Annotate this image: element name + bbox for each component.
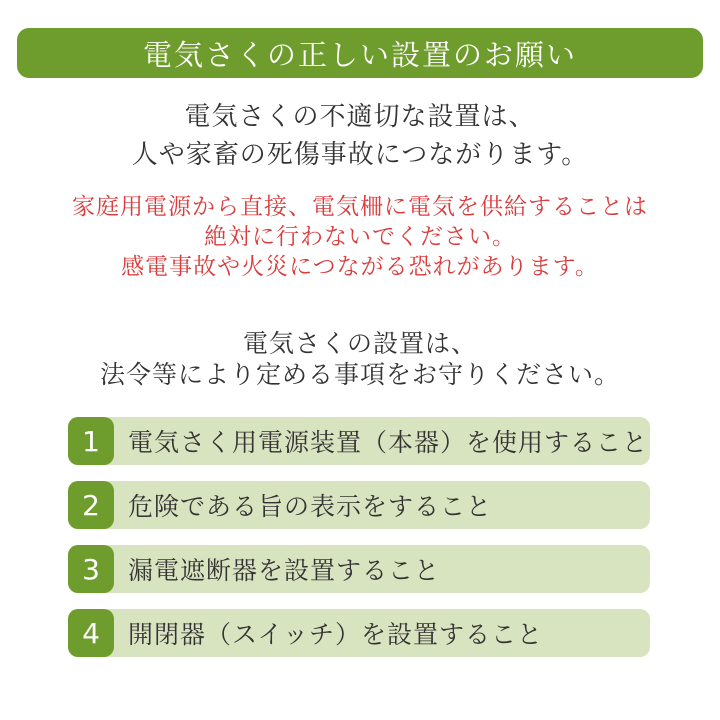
rules-list <box>68 417 650 657</box>
rule-item-1 <box>68 417 650 465</box>
warning-text <box>0 192 720 282</box>
rule-number-badge-4: 4 <box>68 609 114 657</box>
law-notice-line-1: 電気さくの設置は、 <box>242 329 477 358</box>
intro-text <box>0 98 720 174</box>
intro-line-1: 電気さくの不適切な設置は、 <box>184 102 536 132</box>
intro-line-2: 人や家畜の死傷事故につながります。 <box>131 140 589 170</box>
law-notice-text <box>0 328 720 390</box>
law-notice-line-2: 法令等により定める事項をお守りください。 <box>99 360 620 389</box>
rule-number-badge-1: 1 <box>68 417 114 465</box>
rule-label-2: 危険である旨の表示をすること <box>128 492 493 521</box>
warning-line-2: 絶対に行わないでください。 <box>204 224 516 250</box>
warning-line-1: 家庭用電源から直接、電気柵に電気を供給することは <box>72 194 648 220</box>
warning-line-3: 感電事故や火災につながる恐れがあります。 <box>121 254 599 280</box>
rule-label-3: 漏電遮断器を設置すること <box>128 556 441 585</box>
rule-item-4 <box>68 609 650 657</box>
rule-number-badge-2: 2 <box>68 481 114 529</box>
rule-item-3 <box>68 545 650 593</box>
header-banner <box>17 28 703 78</box>
rule-label-4: 開閉器（スイッチ）を設置すること <box>128 620 544 649</box>
rule-item-2 <box>68 481 650 529</box>
rule-number-badge-3: 3 <box>68 545 114 593</box>
page-title: 電気さくの正しい設置のお願い <box>142 37 577 72</box>
rule-label-1: 電気さく用電源装置（本器）を使用すること <box>128 428 649 457</box>
